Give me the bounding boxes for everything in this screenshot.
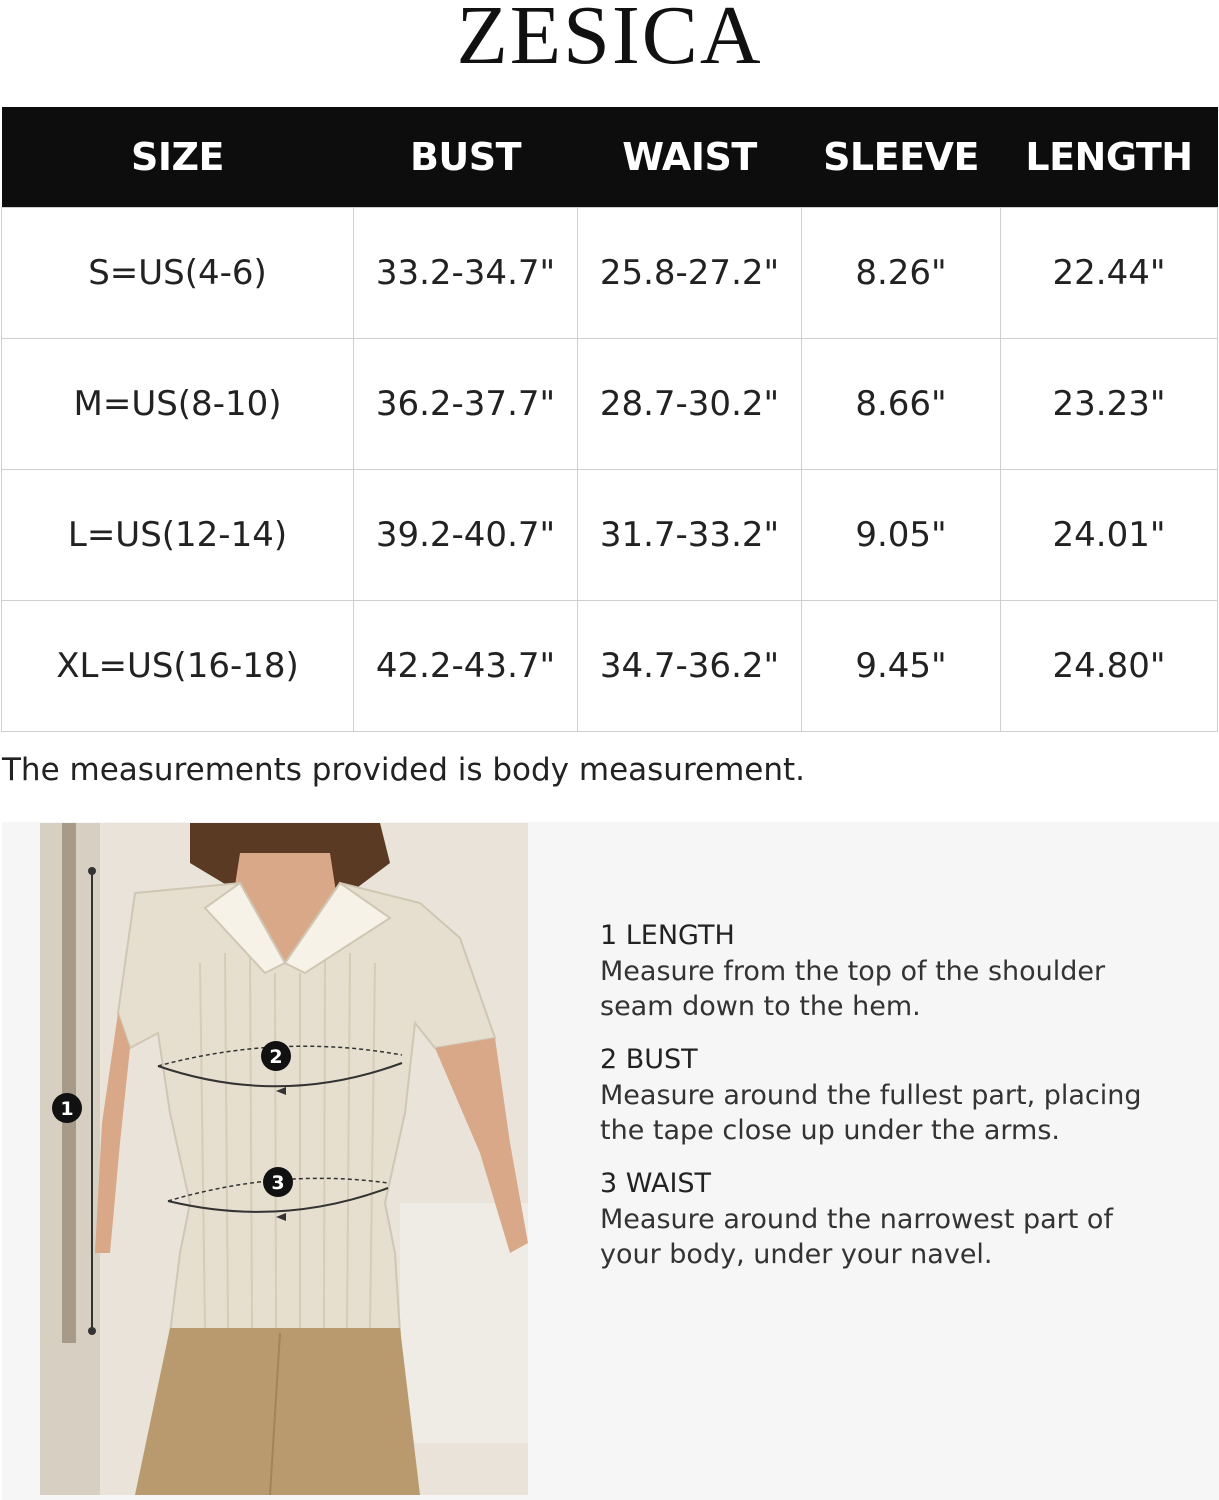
cell-sleeve: 9.45" [802, 601, 1001, 732]
cell-bust: 36.2-37.7" [354, 339, 578, 470]
table-row [2, 470, 1218, 601]
cell-sleeve: 9.05" [802, 470, 1001, 601]
marker-3 [263, 1167, 293, 1197]
marker-1 [52, 1093, 82, 1123]
measurement-instructions [600, 918, 1200, 1290]
table-header-row [2, 107, 1218, 208]
instruction-line: the tape close up under the arms. [600, 1115, 1060, 1146]
cell-sleeve: 8.26" [802, 208, 1001, 339]
instruction-line: your body, under your navel. [600, 1239, 993, 1270]
table-row [2, 208, 1218, 339]
marker-2 [261, 1041, 291, 1071]
cell-length: 23.23" [1001, 339, 1218, 470]
header-sleeve: SLEEVE [802, 107, 1001, 208]
cell-bust: 42.2-43.7" [354, 601, 578, 732]
marker-3-label: 3 [271, 1172, 285, 1194]
cell-size: L=US(12-14) [2, 470, 354, 601]
cell-length: 24.01" [1001, 470, 1218, 601]
header-length: LENGTH [1001, 107, 1218, 208]
cell-waist: 34.7-36.2" [578, 601, 802, 732]
instruction-line: Measure from the top of the shoulder [600, 956, 1106, 987]
model-photo [40, 823, 528, 1495]
instruction-title: 1 LENGTH [600, 920, 735, 951]
marker-1-label: 1 [60, 1098, 74, 1120]
instruction-title: 3 WAIST [600, 1168, 712, 1199]
measurement-note: The measurements provided is body measurement. [2, 752, 806, 788]
marker-2-label: 2 [269, 1046, 283, 1068]
cell-size: S=US(4-6) [2, 208, 354, 339]
header-bust: BUST [354, 107, 578, 208]
instruction-line: seam down to the hem. [600, 991, 921, 1022]
cell-size: XL=US(16-18) [2, 601, 354, 732]
header-waist: WAIST [578, 107, 802, 208]
size-chart-table [1, 107, 1218, 732]
cell-bust: 39.2-40.7" [354, 470, 578, 601]
cell-size: M=US(8-10) [2, 339, 354, 470]
instruction-title: 2 BUST [600, 1044, 698, 1075]
cell-length: 22.44" [1001, 208, 1218, 339]
instruction-bust [600, 1042, 1200, 1148]
cell-waist: 25.8-27.2" [578, 208, 802, 339]
cell-sleeve: 8.66" [802, 339, 1001, 470]
brand-logo: ZESICA [456, 0, 763, 82]
cell-bust: 33.2-34.7" [354, 208, 578, 339]
instruction-line: Measure around the fullest part, placing [600, 1080, 1142, 1111]
instruction-waist [600, 1166, 1200, 1272]
instruction-line: Measure around the narrowest part of [600, 1204, 1113, 1235]
cell-waist: 31.7-33.2" [578, 470, 802, 601]
table-row [2, 601, 1218, 732]
cell-length: 24.80" [1001, 601, 1218, 732]
cell-waist: 28.7-30.2" [578, 339, 802, 470]
header-size: SIZE [2, 107, 354, 208]
table-row [2, 339, 1218, 470]
instruction-length [600, 918, 1200, 1024]
